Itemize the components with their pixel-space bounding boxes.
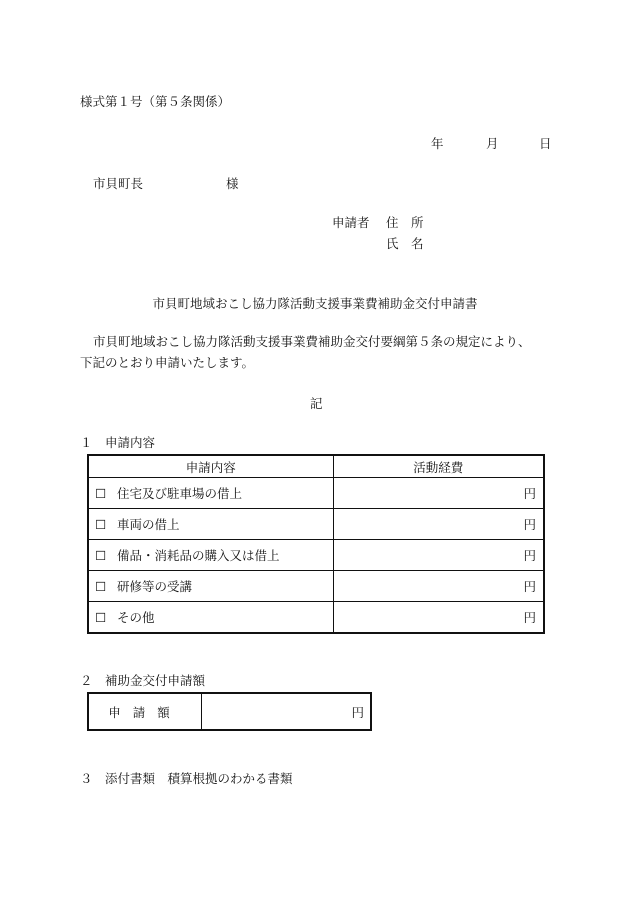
date-month: 月 [486, 136, 499, 151]
table-row [88, 540, 544, 571]
yen-unit: 円 [351, 704, 364, 720]
cost-cell[interactable] [333, 478, 544, 509]
form-number: 様式第１号（第５条関係） [80, 94, 231, 109]
item-label: 研修等の受講 [117, 579, 193, 594]
checkbox[interactable]: ☐ [95, 486, 107, 501]
addressee-name: 市貝町長 [93, 176, 144, 191]
table-header-row [88, 455, 544, 478]
cost-cell[interactable] [333, 602, 544, 634]
document-title: 市貝町地域おこし協力隊活動支援事業費補助金交付申請書 [152, 296, 478, 311]
checkbox[interactable]: ☐ [95, 548, 107, 563]
applicant-name: 氏 名 [386, 236, 424, 251]
col-header-item: 申請内容 [88, 455, 333, 478]
section-3-heading: ３ 添付書類 積算根拠のわかる書類 [80, 771, 293, 786]
section-1-heading: １ 申請内容 [80, 435, 156, 450]
application-amount-table [87, 692, 372, 731]
table-row [88, 571, 544, 602]
applicant-address: 住 所 [386, 215, 424, 230]
application-items-table [87, 454, 545, 634]
checkbox[interactable]: ☐ [95, 579, 107, 594]
amount-cell[interactable] [202, 693, 372, 730]
amount-label: 申請額 [88, 693, 202, 730]
col-header-cost: 活動経費 [333, 455, 544, 478]
yen-unit: 円 [523, 486, 536, 501]
ki-heading: 記 [310, 396, 323, 411]
addressee-honorific: 様 [226, 176, 239, 191]
yen-unit: 円 [523, 610, 536, 625]
table-row [88, 478, 544, 509]
checkbox[interactable]: ☐ [95, 610, 107, 625]
section-2-heading: ２ 補助金交付申請額 [80, 673, 206, 688]
yen-unit: 円 [523, 579, 536, 594]
item-label: 備品・消耗品の購入又は借上 [117, 548, 280, 563]
date-year: 年 [431, 136, 444, 151]
cost-cell[interactable] [333, 509, 544, 540]
yen-unit: 円 [523, 517, 536, 532]
yen-unit: 円 [523, 548, 536, 563]
item-label: 住宅及び駐車場の借上 [117, 486, 243, 501]
item-label: その他 [117, 610, 155, 625]
item-label: 車両の借上 [117, 517, 180, 532]
table-row [88, 602, 544, 634]
body-line-2: 下記のとおり申請いたします。 [80, 355, 255, 370]
cost-cell[interactable] [333, 571, 544, 602]
applicant-label: 申請者 [332, 215, 370, 230]
cost-cell[interactable] [333, 540, 544, 571]
body-line-1: 市貝町地域おこし協力隊活動支援事業費補助金交付要綱第５条の規定により、 [93, 334, 531, 349]
table-row [88, 509, 544, 540]
date-day: 日 [539, 136, 552, 151]
checkbox[interactable]: ☐ [95, 517, 107, 532]
